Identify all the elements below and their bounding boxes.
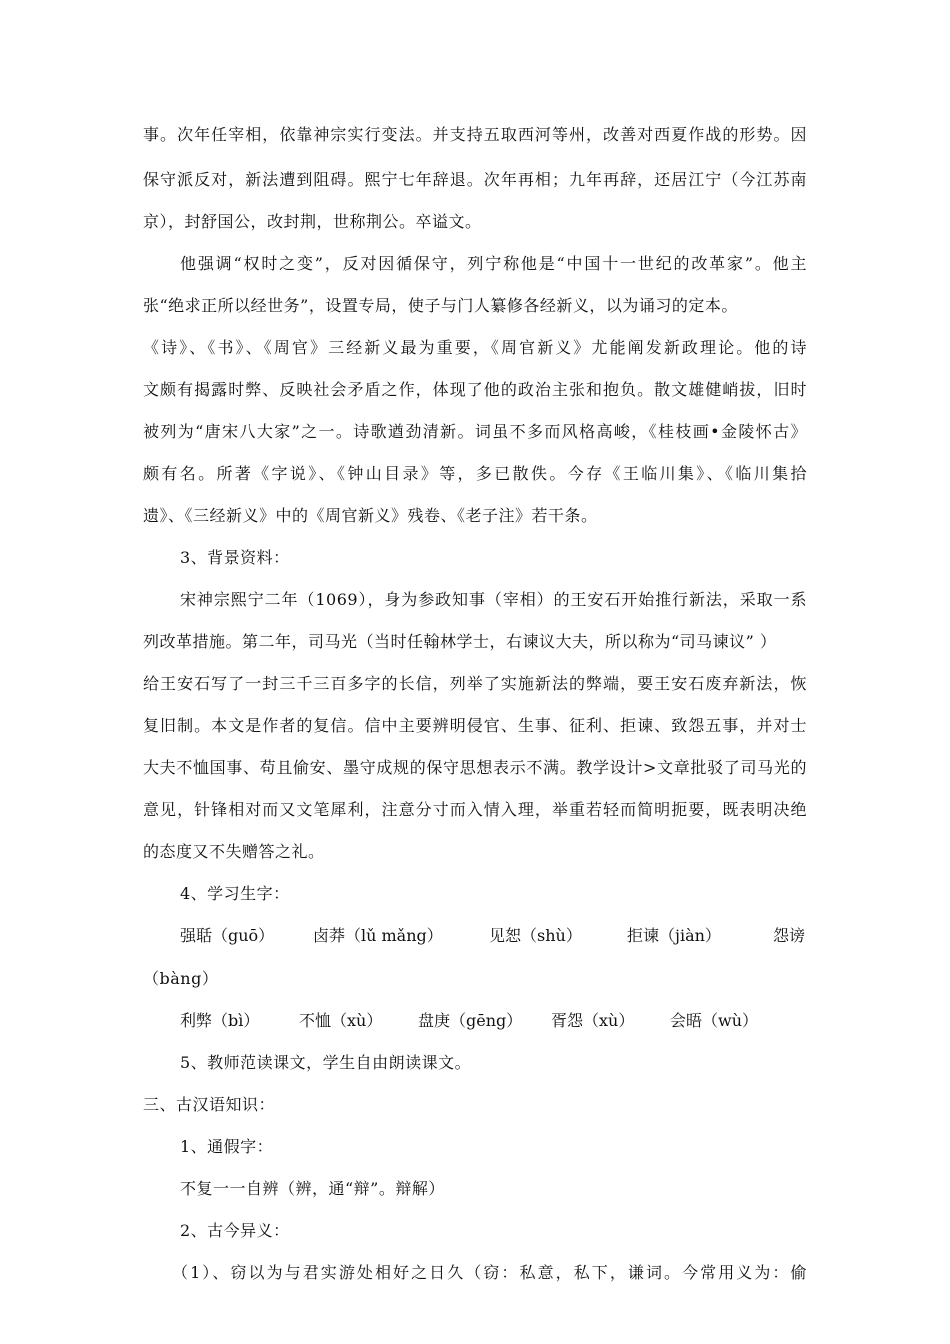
text-line: 列改革措施。第二年，司马光（当时任翰林学士，右谏议大夫，所以称为“司马谏议” ） [143,632,777,651]
text-line: 被列为“唐宋八大家”之一。诗歌遒劲清新。词虽不多而风格高峻，《桂枝画•金陵怀古》 [143,422,807,441]
text-line: 《诗》、《书》、《周官》三经新义最为重要，《周官新义》尤能阐发新政理论。他的诗 [143,338,807,357]
vocab-item: 利弊（bì） [180,1011,260,1030]
text-line: 不复一一自辨（辨，通“辩”。辩解） [180,1179,445,1198]
vocab-item: 强聒（guō） [180,926,275,945]
text-line: 颇有名。所著《字说》、《钟山目录》等，多已散佚。今存《王临川集》、《临川集拾 [143,464,807,483]
text-line: （1）、窃以为与君实游处相好之日久（窃：私意，私下，谦词。今常用义为：偷 [172,1263,807,1282]
vocab-item: 会晤（wù） [670,1011,759,1030]
vocab-row [180,1010,807,1036]
text-line: 遗》、《三经新义》中的《周官新义》残卷、《老子注》若干条。 [143,506,598,525]
subsection-heading: 2、古今异义： [180,1221,290,1240]
vocab-item: 怨谤 [773,926,806,945]
text-line: 文颇有揭露时弊、反映社会矛盾之作，体现了他的政治主张和抱负。散文雄健峭拔，旧时 [143,380,807,399]
vocab-item: 卤莽（lǔ mǎng） [313,926,443,945]
vocab-item: 胥怨（xù） [551,1011,635,1030]
vocab-item: 盘庚（gēng） [418,1011,523,1030]
vocab-item: 拒谏（jiàn） [627,926,721,945]
text-line: 意见，针锋相对而又文笔犀利，注意分寸而入情入理，举重若轻而简明扼要，既表明决绝 [143,800,807,819]
vocab-row [180,925,807,951]
text-line: （bàng） [143,969,219,988]
section-heading: 3、背景资料： [180,548,290,567]
text-line: 的态度又不失赠答之礼。 [143,842,325,861]
section-heading: 4、学习生字： [180,884,290,903]
text-line: 大夫不恤国事、苟且偷安、墨守成规的保守思想表示不满。教学设计>文章批驳了司马光的 [143,758,807,777]
section-heading: 三、古汉语知识： [143,1095,276,1114]
text-line: 保守派反对，新法遭到阻碍。熙宁七年辞退。次年再相；九年再辞，还居江宁（今江苏南 [143,170,807,189]
text-line: 他强调“权时之变”，反对因循保守，列宁称他是“中国十一世纪的改革家”。他主 [180,254,807,273]
text-line: 宋神宗熙宁二年（1069），身为参政知事（宰相）的王安石开始推行新法，采取一系 [180,590,807,609]
vocab-item: 见恕（shù） [489,926,582,945]
subsection-heading: 1、通假字： [180,1137,274,1156]
text-line: 张“绝求正所以经世务”，设置专局，使子与门人纂修各经新义，以为诵习的定本。 [143,296,738,315]
text-line: 京），封舒国公，改封荆，世称荆公。卒谥文。 [143,212,482,231]
vocab-item: 不恤（xù） [299,1011,383,1030]
text-line: 给王安石写了一封三千三百多字的长信，列举了实施新法的弊端，要王安石废弃新法，恢 [143,674,807,693]
text-line: 复旧制。本文是作者的复信。信中主要辨明侵官、生事、征利、拒谏、致怨五事，并对士 [143,716,807,735]
text-line: 事。次年任宰相，依靠神宗实行变法。并支持五取西河等州，改善对西夏作战的形势。因 [143,125,807,144]
section-heading: 5、教师范读课文，学生自由朗读课文。 [180,1053,472,1072]
